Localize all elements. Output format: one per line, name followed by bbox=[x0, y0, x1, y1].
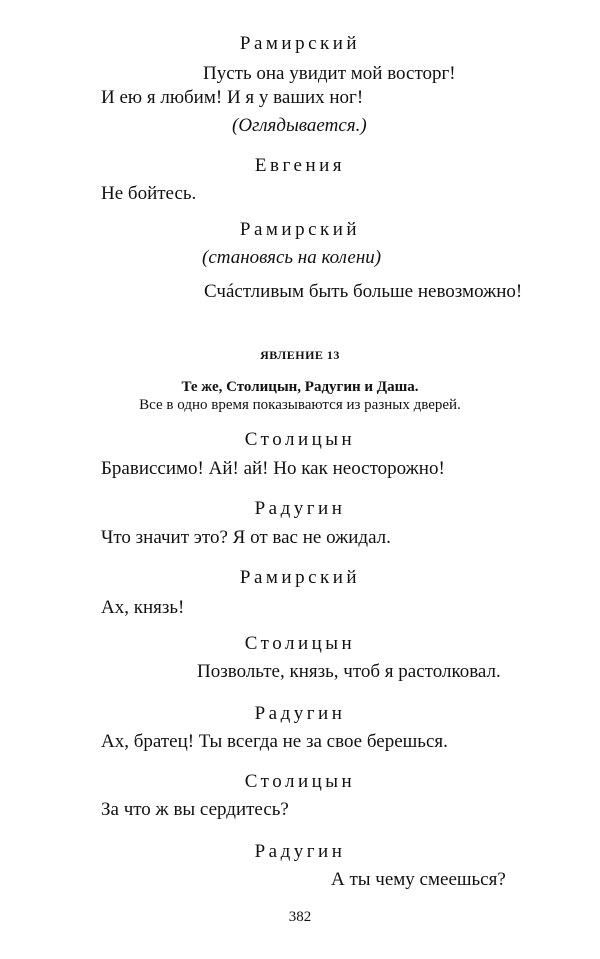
speaker-stolitsyn: Столицын bbox=[244, 771, 356, 792]
speaker-radugin: Радугин bbox=[254, 841, 346, 862]
scene-direction: Все в одно время показываются из разных дверей. bbox=[139, 397, 461, 413]
verse-line: Счáстливым быть больше невозможно! bbox=[204, 281, 523, 302]
speaker-evgenia: Евгения bbox=[254, 155, 346, 176]
scene-heading: ЯВЛЕНИЕ 13 bbox=[260, 348, 340, 362]
verse-line: Не бойтесь. bbox=[101, 183, 197, 204]
speaker-radugin: Радугин bbox=[254, 703, 346, 724]
speaker-radugin: Радугин bbox=[254, 498, 346, 519]
speaker-ramirsky: Рамирский bbox=[239, 567, 361, 588]
verse-line: Ах, братец! Ты всегда не за свое берешься. bbox=[101, 731, 448, 752]
verse-line: За что ж вы сердитесь? bbox=[101, 799, 289, 820]
scene-characters bbox=[0, 378, 600, 396]
speaker-ramirsky: Рамирский bbox=[239, 219, 361, 240]
scene-characters-text: Те же, Столицын, Радугин и Даша. bbox=[181, 379, 419, 395]
stage-direction: (становясь на колени) bbox=[202, 247, 382, 268]
speaker-stolitsyn: Столицын bbox=[244, 633, 356, 654]
verse-line: Позвольте, князь, чтоб я растолковал. bbox=[197, 661, 501, 682]
verse-line: И ею я любим! И я у ваших ног! bbox=[101, 87, 364, 108]
speaker-ramirsky: Рамирский bbox=[239, 33, 361, 54]
stage-direction: (Оглядывается.) bbox=[232, 115, 367, 136]
verse-line: Пусть она увидит мой восторг! bbox=[203, 63, 456, 84]
verse-line: Что значит это? Я от вас не ожидал. bbox=[101, 527, 391, 548]
verse-line: Брависсимо! Ай! ай! Но как неосторожно! bbox=[101, 458, 445, 479]
verse-line: А ты чему смеешься? bbox=[331, 869, 506, 890]
page-number: 382 bbox=[288, 909, 312, 925]
speaker-stolitsyn: Столицын bbox=[244, 429, 356, 450]
verse-line: Ах, князь! bbox=[101, 597, 185, 618]
